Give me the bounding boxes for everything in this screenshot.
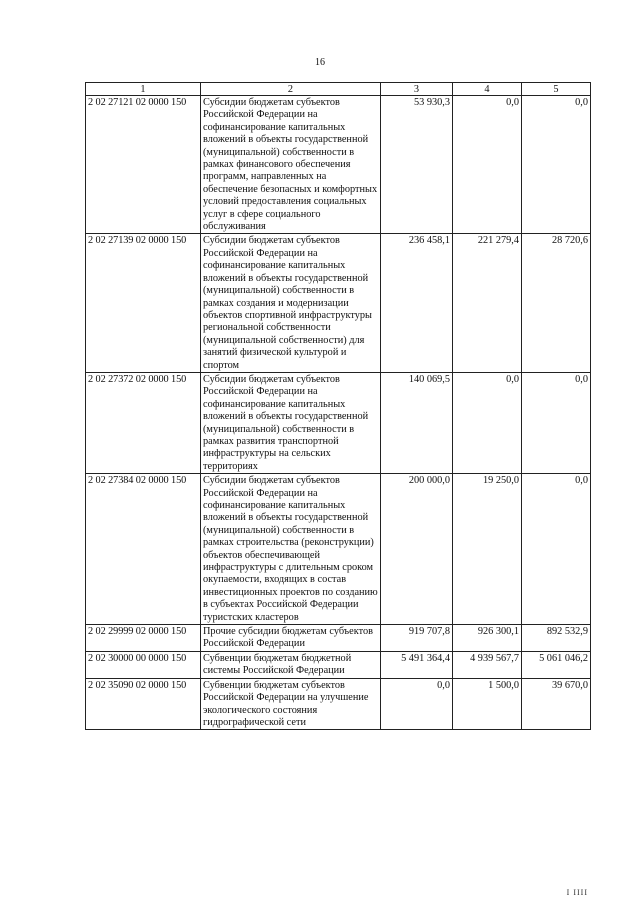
value-col5: 0,0 [522, 372, 591, 473]
value-col3: 200 000,0 [381, 474, 453, 625]
budget-code: 2 02 27121 02 0000 150 [86, 96, 201, 234]
value-col5: 0,0 [522, 474, 591, 625]
row-description: Субсидии бюджетам субъектов Российской Федерации на софинансирование капитальных вложений в объекты государственной (муниципальной) собственности в рамках развития транспортной инфраструктуры на сельских территориях [201, 372, 381, 473]
column-header: 5 [522, 83, 591, 96]
row-description: Субсидии бюджетам субъектов Российской Федерации на софинансирование капитальных вложений в объекты государственной (муниципальной) собственности в рамках создания и модернизации объектов спортивной инфраструктуры региональной собственности (муниципальной собственности) для занятий физической культурой и спортом [201, 234, 381, 372]
row-description: Прочие субсидии бюджетам субъектов Российской Федерации [201, 625, 381, 652]
budget-table [85, 82, 591, 730]
row-description: Субсидии бюджетам субъектов Российской Федерации на софинансирование капитальных вложений в объекты государственной (муниципальной) собственности в рамках строительства (реконструкции) объектов обеспечивающей инфраструктуры с длительным сроком окупаемости, входящих в состав инвестиционных проектов по созданию в субъектах Российской Федерации туристских кластеров [201, 474, 381, 625]
table-row [86, 474, 591, 625]
column-header: 3 [381, 83, 453, 96]
value-col4: 0,0 [453, 372, 522, 473]
value-col5: 28 720,6 [522, 234, 591, 372]
value-col5: 39 670,0 [522, 678, 591, 730]
value-col5: 892 532,9 [522, 625, 591, 652]
table-header-row [86, 83, 591, 96]
column-header: 1 [86, 83, 201, 96]
table-row [86, 651, 591, 678]
budget-code: 2 02 29999 02 0000 150 [86, 625, 201, 652]
footer-mark: I IIII [566, 888, 588, 897]
value-col4: 4 939 567,7 [453, 651, 522, 678]
value-col3: 140 069,5 [381, 372, 453, 473]
value-col3: 53 930,3 [381, 96, 453, 234]
value-col3: 5 491 364,4 [381, 651, 453, 678]
row-description: Субвенции бюджетам бюджетной системы Российской Федерации [201, 651, 381, 678]
value-col4: 926 300,1 [453, 625, 522, 652]
value-col4: 19 250,0 [453, 474, 522, 625]
row-description: Субсидии бюджетам субъектов Российской Федерации на софинансирование капитальных вложений в объекты государственной (муниципальной) собственности в рамках финансового обеспечения программ, направленных на обеспечение безопасных и комфортных условий предоставления социальных услуг в сфере социального обслуживания [201, 96, 381, 234]
value-col4: 221 279,4 [453, 234, 522, 372]
table-row [86, 625, 591, 652]
row-description: Субвенции бюджетам субъектов Российской Федерации на улучшение экологического состояния гидрографической сети [201, 678, 381, 730]
table-row [86, 234, 591, 372]
budget-code: 2 02 27372 02 0000 150 [86, 372, 201, 473]
column-header: 2 [201, 83, 381, 96]
value-col4: 1 500,0 [453, 678, 522, 730]
budget-code: 2 02 35090 02 0000 150 [86, 678, 201, 730]
column-header: 4 [453, 83, 522, 96]
value-col5: 5 061 046,2 [522, 651, 591, 678]
budget-code: 2 02 27139 02 0000 150 [86, 234, 201, 372]
budget-code: 2 02 30000 00 0000 150 [86, 651, 201, 678]
budget-code: 2 02 27384 02 0000 150 [86, 474, 201, 625]
value-col3: 919 707,8 [381, 625, 453, 652]
value-col3: 0,0 [381, 678, 453, 730]
page-number: 16 [315, 57, 325, 68]
table-row [86, 678, 591, 730]
value-col5: 0,0 [522, 96, 591, 234]
table-row [86, 372, 591, 473]
value-col4: 0,0 [453, 96, 522, 234]
table-row [86, 96, 591, 234]
value-col3: 236 458,1 [381, 234, 453, 372]
